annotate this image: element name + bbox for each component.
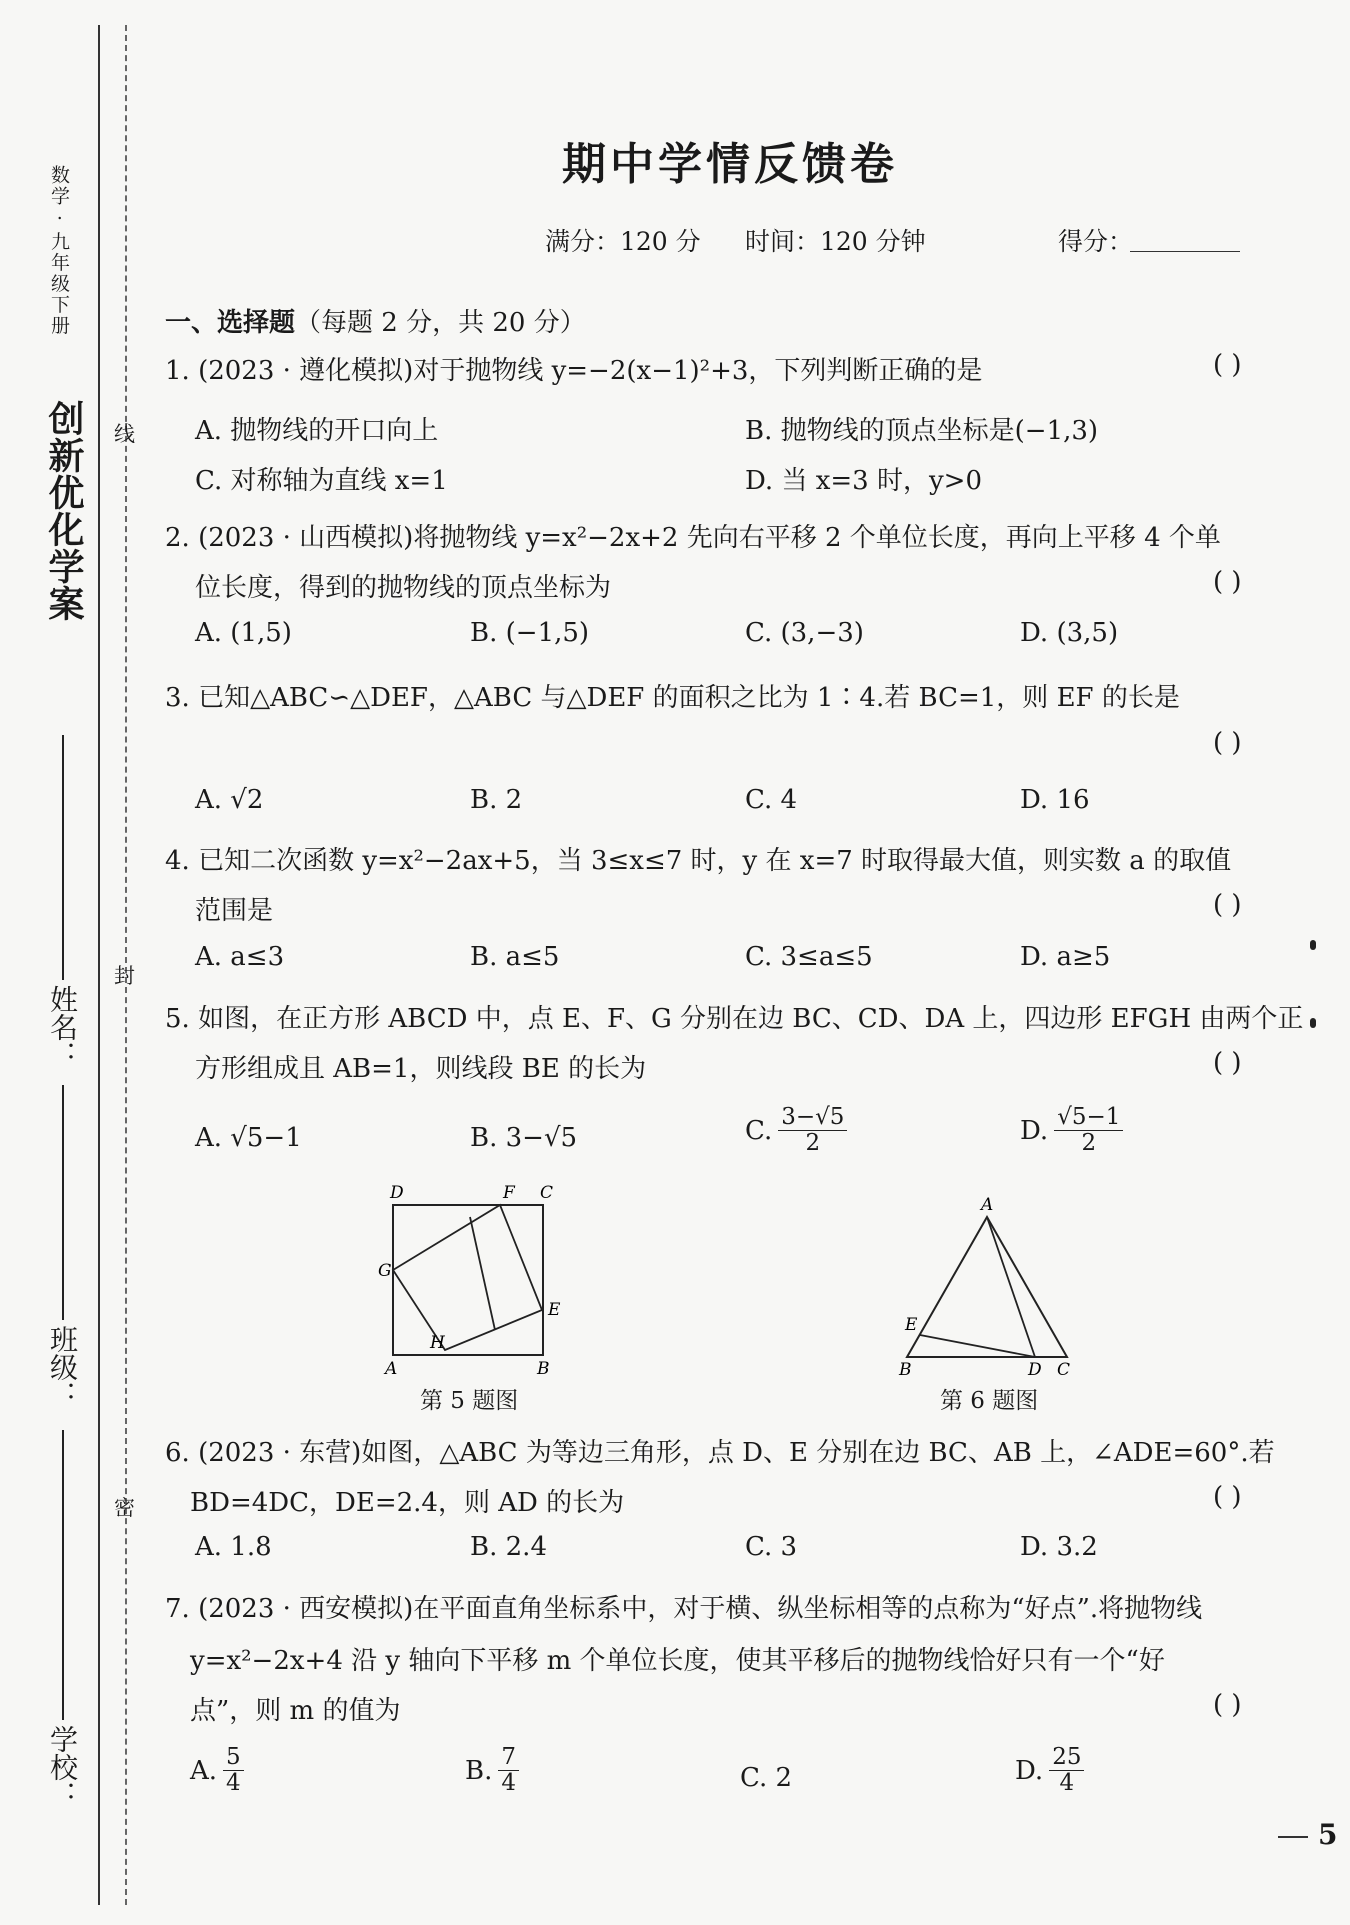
q5-option-c: [745, 1105, 847, 1157]
fig5-label-e: E: [548, 1300, 561, 1320]
fig5-label-a: A: [385, 1359, 398, 1379]
q5-option-d-denominator: 2: [1081, 1130, 1097, 1157]
q7-answer-blank[interactable]: ( ): [1213, 1690, 1242, 1720]
school-label: 学校：: [46, 1725, 79, 1809]
fig6-triangle-abc: [907, 1217, 1067, 1357]
q5-stem-line1: 5. 如图，在正方形 ABCD 中，点 E、F、G 分别在边 BC、CD、DA 上，四边形 EFGH 由两个正: [165, 1004, 1304, 1034]
exam-time: 时间：120 分钟: [745, 227, 926, 256]
q5-option-d: [1020, 1105, 1123, 1157]
fig5-label-c: C: [540, 1183, 554, 1203]
q6-stem-line2: BD=4DC，DE=2.4，则 AD 的长为: [190, 1488, 625, 1518]
q4-answer-blank[interactable]: ( ): [1213, 890, 1242, 920]
q5-option-c-numerator: 3−√5: [778, 1105, 847, 1131]
q7-option-d-denominator: 4: [1059, 1770, 1075, 1797]
q7-option-b-denominator: 4: [501, 1770, 517, 1797]
q7-option-d-label: D.: [1015, 1755, 1044, 1786]
q6-stem-line1: 6. (2023 · 东营)如图，△ABC 为等边三角形，点 D、E 分别在边 BC、AB 上，∠ADE=60°.若: [165, 1438, 1275, 1468]
q1-option-b: B. 抛物线的顶点坐标是(−1,3): [745, 416, 1099, 446]
q5-option-c-denominator: 2: [805, 1130, 821, 1157]
q2-option-d: D. (3,5): [1020, 618, 1119, 648]
fig5-label-f: F: [503, 1183, 515, 1203]
q7-option-d-numerator: 25: [1049, 1745, 1084, 1771]
q2-option-c: C. (3,−3): [745, 618, 864, 648]
q4-option-c: C. 3≤a≤5: [745, 942, 873, 972]
seal-feng-char: 封: [114, 964, 135, 988]
fig6-segment-de: [920, 1335, 1035, 1357]
q3-option-d: D. 16: [1020, 785, 1090, 815]
margin-mark-2: [1310, 1018, 1316, 1028]
q7-option-b: [465, 1745, 519, 1797]
q1-option-d: D. 当 x=3 时，y>0: [745, 466, 982, 496]
q4-option-a: A. a≤3: [195, 942, 285, 972]
q4-option-d: D. a≥5: [1020, 942, 1111, 972]
q6-option-a: A. 1.8: [195, 1532, 272, 1562]
q7-option-b-label: B.: [465, 1755, 493, 1786]
q7-stem-line3: 点”，则 m 的值为: [190, 1696, 401, 1726]
fig5-quad-efgh: [393, 1205, 542, 1350]
q5-option-d-numerator: √5−1: [1054, 1105, 1123, 1131]
binding-solid-line: [98, 25, 100, 1905]
q7-option-a: [190, 1745, 244, 1797]
q7-stem-line1: 7. (2023 · 西安模拟)在平面直角坐标系中，对于横、纵坐标相等的点称为“好点”.将抛物线: [165, 1594, 1203, 1624]
q4-stem-line2: 范围是: [195, 896, 274, 926]
q7-option-a-label: A.: [190, 1755, 218, 1786]
q3-stem: 3. 已知△ABC∽△DEF，△ABC 与△DEF 的面积之比为 1∶4.若 BC=1，则 EF 的长是: [165, 683, 1180, 713]
class-label: 班级：: [46, 1325, 79, 1409]
page-title: 期中学情反馈卷: [562, 139, 898, 190]
q4-stem-line1: 4. 已知二次函数 y=x²−2ax+5，当 3≤x≤7 时，y 在 x=7 时取得最大值，则实数 a 的取值: [165, 846, 1232, 876]
q3-option-c: C. 4: [745, 785, 798, 815]
q1-option-a: A. 抛物线的开口向上: [195, 416, 439, 446]
seal-mi-char: 密: [114, 1496, 135, 1520]
q3-option-a: A. √2: [195, 785, 264, 815]
brand-title: 创新优化学案: [43, 400, 84, 622]
q2-stem-line1: 2. (2023 · 山西模拟)将抛物线 y=x²−2x+2 先向右平移 2 个单位长度，再向上平移 4 个单: [165, 523, 1221, 553]
q6-answer-blank[interactable]: ( ): [1213, 1482, 1242, 1512]
subject-label: 数学 · 九年级下册: [48, 165, 70, 337]
q5-option-c-label: C.: [745, 1115, 773, 1146]
q4-option-b: B. a≤5: [470, 942, 560, 972]
fig5-label-d: D: [390, 1183, 404, 1203]
fig6-label-b: B: [899, 1360, 912, 1380]
page-number: 5: [1318, 1818, 1338, 1851]
q7-option-a-numerator: 5: [223, 1745, 244, 1771]
page-number-dash: [1278, 1836, 1308, 1838]
section-title: [165, 302, 586, 339]
q2-stem-line2: 位长度，得到的抛物线的顶点坐标为: [195, 573, 612, 603]
name-underline: [62, 735, 64, 980]
q7-option-d: [1015, 1745, 1084, 1797]
q5-stem-line2: 方形组成且 AB=1，则线段 BE 的长为: [195, 1054, 647, 1084]
q2-option-b: B. (−1,5): [470, 618, 590, 648]
q7-option-a-denominator: 4: [226, 1770, 241, 1797]
q3-answer-blank[interactable]: ( ): [1213, 728, 1242, 758]
class-underline: [62, 1085, 64, 1320]
q5-answer-blank[interactable]: ( ): [1213, 1048, 1242, 1078]
q5-option-b: B. 3−√5: [470, 1123, 578, 1153]
q1-answer-blank[interactable]: ( ): [1213, 350, 1242, 380]
fig6-label-c: C: [1057, 1360, 1071, 1380]
fig6-label-a: A: [981, 1195, 994, 1215]
score-blank[interactable]: [1130, 251, 1240, 252]
q3-option-b: B. 2: [470, 785, 523, 815]
margin-mark-1: [1310, 940, 1316, 950]
q7-option-c: C. 2: [740, 1763, 793, 1793]
fig5-square-abcd: [393, 1205, 543, 1355]
q2-answer-blank[interactable]: ( ): [1213, 567, 1242, 597]
q2-option-a: A. (1,5): [195, 618, 292, 648]
section-note: （每题 2 分，共 20 分）: [295, 308, 586, 338]
section-heading: 一、选择题: [165, 308, 296, 338]
fig5-label-b: B: [537, 1359, 550, 1379]
q1-option-c: C. 对称轴为直线 x=1: [195, 466, 448, 496]
figure-6-caption: 第 6 题图: [940, 1388, 1039, 1414]
seal-line-char: 线: [114, 422, 135, 446]
figure-5: [375, 1180, 575, 1380]
full-score: 满分：120 分: [545, 227, 701, 256]
q7-option-b-numerator: 7: [498, 1745, 519, 1771]
fig5-label-h: H: [430, 1333, 445, 1353]
figure-5-caption: 第 5 题图: [420, 1388, 519, 1414]
fig6-label-e: E: [905, 1315, 918, 1335]
name-label: 姓名：: [46, 985, 79, 1069]
q5-option-d-label: D.: [1020, 1115, 1049, 1146]
fig5-label-g: G: [378, 1261, 392, 1281]
figure-6: [895, 1195, 1075, 1380]
school-underline: [62, 1430, 64, 1720]
q7-stem-line2: y=x²−2x+4 沿 y 轴向下平移 m 个单位长度，使其平移后的抛物线恰好只有一个“好: [190, 1646, 1165, 1676]
score-label: 得分：: [1058, 227, 1134, 256]
q1-stem: 1. (2023 · 遵化模拟)对于抛物线 y=−2(x−1)²+3，下列判断正确的是: [165, 356, 983, 386]
fig6-label-d: D: [1028, 1360, 1042, 1380]
fig5-divider: [470, 1217, 495, 1330]
q6-option-b: B. 2.4: [470, 1532, 547, 1562]
q6-option-d: D. 3.2: [1020, 1532, 1098, 1562]
q6-option-c: C. 3: [745, 1532, 798, 1562]
q5-option-a: A. √5−1: [195, 1123, 302, 1153]
